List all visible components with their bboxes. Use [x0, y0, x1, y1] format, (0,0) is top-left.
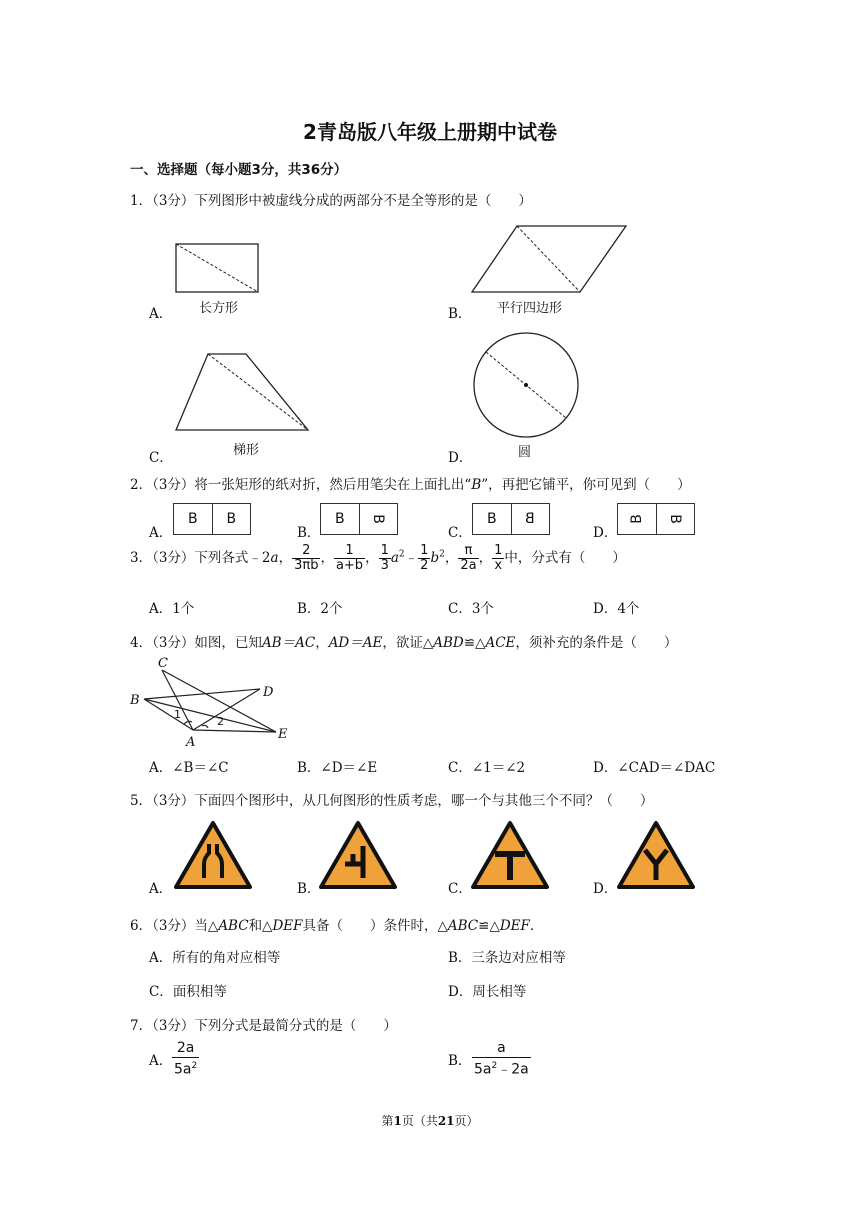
q2-figure-d: B B	[617, 503, 695, 535]
q2-figure-a: B B	[173, 503, 251, 535]
parallelogram-figure	[470, 222, 630, 298]
q2-figure-c: B B	[472, 503, 550, 535]
q3-option-b[interactable]: B．2个	[297, 601, 343, 617]
q3-option-a[interactable]: A．1个	[149, 601, 195, 617]
q5-option-c[interactable]: C．	[448, 881, 472, 897]
fraction: $\frac{1}{a+b}$	[335, 543, 364, 573]
fraction: $\frac{1}{3}$	[380, 543, 389, 573]
side-road-sign-icon	[319, 820, 397, 890]
q7-fraction-b: $\frac{a}{5a^2﹣2a}$	[474, 1040, 529, 1078]
question-2-stem: 2．（3分）将一张矩形的纸对折，然后用笔尖在上面扎出“B”，再把它铺平，你可见到（ ）	[130, 477, 691, 493]
page-title: 2青岛版八年级上册期中试卷	[303, 120, 557, 144]
q4-option-a[interactable]: A．∠B＝∠C	[149, 760, 229, 776]
circle-caption: 圆	[518, 445, 532, 460]
question-6-stem: 6．（3分）当△ABC和△DEF具备（ ）条件时，△ABC≌△DEF．	[130, 918, 544, 934]
fraction: $\frac{2}{3\pi b}$	[294, 543, 319, 573]
t-junction-sign-icon	[471, 820, 549, 890]
fraction: $\frac{\pi}{2a}$	[460, 543, 477, 573]
label-c: C	[158, 656, 168, 671]
q1-option-a[interactable]: A．	[149, 306, 173, 322]
question-3-stem: 3．（3分）下列各式﹣2a， $\frac{2}{3\pi b}$ ， $\frac{1}{a+b}$ ， $\frac{1}{3}$ $a^2﹣$ $\frac{1}{2}$ $b^2$， $\frac{\pi}{2a}$ ， $\frac{1}{x}$ 中，分式有（ ）	[130, 543, 626, 573]
q2-option-a[interactable]: A．	[149, 525, 173, 541]
q4-option-d[interactable]: D．∠CAD＝∠DAC	[593, 760, 716, 776]
q7-fraction-a: $\frac{2a}{5a^2}$	[174, 1040, 198, 1078]
q1-option-d[interactable]: D．	[448, 450, 473, 466]
q4-option-b[interactable]: B．∠D＝∠E	[297, 760, 378, 776]
q5-option-d[interactable]: D．	[593, 881, 618, 897]
fraction: $\frac{1}{2}$	[420, 543, 429, 573]
q2-option-c[interactable]: C．	[448, 525, 472, 541]
label-b: B	[130, 693, 140, 708]
question-7-stem: 7．（3分）下列分式是最简分式的是（ ）	[130, 1018, 397, 1034]
q6-option-d[interactable]: D．周长相等	[448, 984, 527, 1000]
q1-option-b[interactable]: B．	[448, 306, 472, 322]
question-4-stem: 4．（3分）如图，已知AB＝AC，AD＝AE，欲证△ABD≌△ACE，须补充的条件是（ ）	[130, 635, 678, 651]
trapezoid-caption: 梯形	[233, 443, 260, 458]
page-footer: 第1页（共21页）	[381, 1114, 479, 1128]
q5-option-b[interactable]: B．	[297, 881, 321, 897]
label-d: D	[263, 685, 274, 700]
q6-option-c[interactable]: C．面积相等	[149, 984, 227, 1000]
y-junction-sign-icon	[617, 820, 695, 890]
rectangle-caption: 长方形	[199, 301, 239, 316]
section-heading: 一、选择题（每小题3分，共36分）	[130, 162, 348, 178]
fraction: $\frac{1}{x}$	[494, 543, 503, 573]
rectangle-figure	[170, 240, 266, 300]
angle-2-label: 2	[217, 715, 224, 728]
q4-option-c[interactable]: C．∠1＝∠2	[448, 760, 526, 776]
question-5-stem: 5．（3分）下面四个图形中，从几何图形的性质考虑，哪一个与其他三个不同？（ ）	[130, 793, 654, 809]
q7-option-b[interactable]: B．	[448, 1053, 472, 1069]
parallelogram-caption: 平行四边形	[497, 301, 563, 316]
q1-option-c[interactable]: C．	[149, 450, 173, 466]
label-a: A	[186, 735, 196, 748]
q6-option-b[interactable]: B．三条边对应相等	[448, 950, 566, 966]
q6-option-a[interactable]: A．所有的角对应相等	[149, 950, 281, 966]
q2-figure-b: B B	[320, 503, 398, 535]
q7-option-a[interactable]: A．	[149, 1053, 173, 1069]
angle-1-label: 1	[174, 708, 181, 721]
q3-option-d[interactable]: D．4个	[593, 601, 640, 617]
question-1-stem: 1．（3分）下列图形中被虚线分成的两部分不是全等形的是（ ）	[130, 193, 532, 209]
circle-figure	[470, 330, 584, 442]
trapezoid-figure	[170, 348, 312, 436]
label-e: E	[278, 727, 288, 742]
q2-option-b[interactable]: B．	[297, 525, 321, 541]
q5-option-a[interactable]: A．	[149, 881, 173, 897]
triangle-diagram	[126, 654, 298, 748]
q3-option-c[interactable]: C．3个	[448, 601, 494, 617]
q2-option-d[interactable]: D．	[593, 525, 618, 541]
narrow-road-sign-icon	[174, 820, 252, 890]
